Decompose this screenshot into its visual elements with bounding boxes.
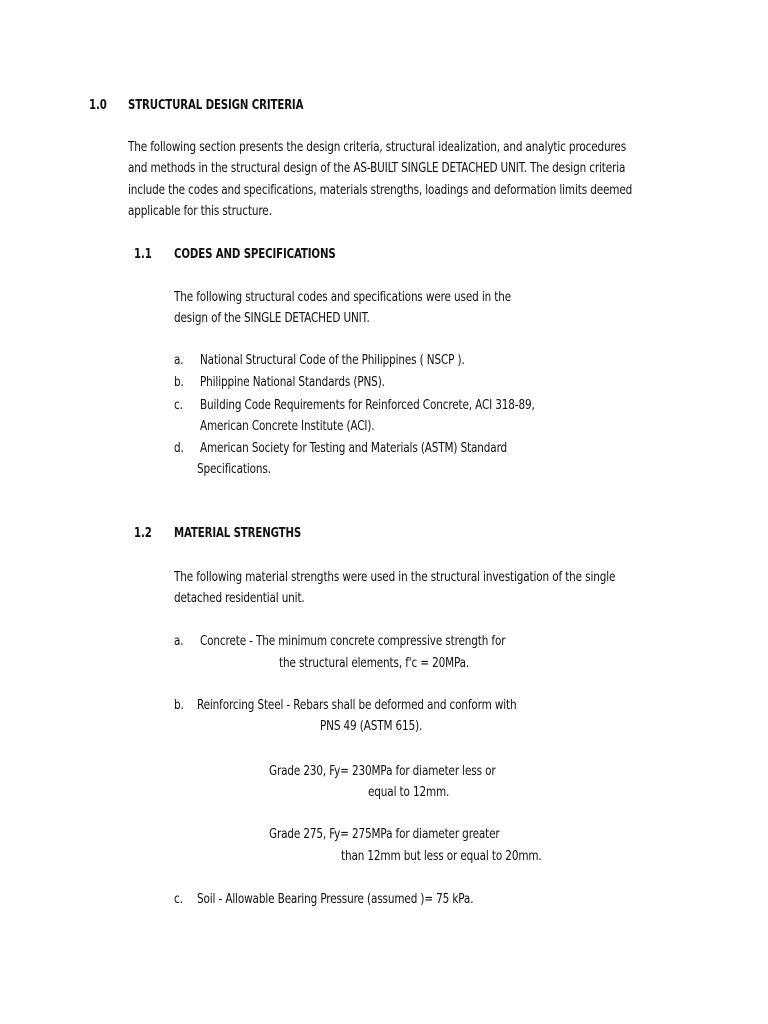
spec-label: Soil - Allowable Bearing Pressure (assumed )= 75 kPa. [197,891,474,907]
paragraph-line: detached residential unit. [174,590,305,606]
list-marker: c. [174,397,183,413]
grade-275-continuation: than 12mm but less or equal to 20mm. [341,848,542,864]
list-marker: b. [174,697,184,713]
subsection-number: 1.2 [134,525,152,541]
paragraph-line: The following section presents the design criteria, structural idealization, and analytic procedures [128,139,627,155]
paragraph-line: and methods in the structural design of the AS-BUILT SINGLE DETACHED UNIT. The design criteria [128,160,626,176]
list-marker: a. [174,633,184,649]
grade-275-line: Grade 275, Fy= 275MPa for diameter greater [269,826,500,842]
subsection-title: CODES AND SPECIFICATIONS [174,246,336,262]
paragraph-line: applicable for this structure. [128,203,272,219]
spec-label: Reinforcing Steel - Rebars shall be deformed and conform with [197,697,517,713]
list-marker: a. [174,352,184,368]
list-item: Building Code Requirements for Reinforced Concrete, ACI 318-89, [200,397,535,413]
subsection-title: MATERIAL STRENGTHS [174,525,302,541]
grade-230-continuation: equal to 12mm. [368,784,450,800]
spec-continuation: the structural elements, f'c = 20MPa. [279,655,470,671]
paragraph-line: include the codes and specifications, materials strengths, loadings and deformation limits deemed [128,182,633,198]
list-item-continuation: American Concrete Institute (ACI). [200,418,375,434]
paragraph-line: The following structural codes and specifications were used in the [174,289,512,305]
list-marker: b. [174,374,184,390]
spec-continuation: PNS 49 (ASTM 615). [320,718,423,734]
list-item-continuation: Specifications. [197,461,271,477]
list-item: American Society for Testing and Materials (ASTM) Standard [200,440,508,456]
list-item: Philippine National Standards (PNS). [200,374,385,390]
section-title: STRUCTURAL DESIGN CRITERIA [128,97,304,113]
subsection-number: 1.1 [134,246,152,262]
grade-230-line: Grade 230, Fy= 230MPa for diameter less or [269,763,496,779]
paragraph-line: design of the SINGLE DETACHED UNIT. [174,310,370,326]
list-marker: d. [174,440,184,456]
list-item: National Structural Code of the Philippines ( NSCP ). [200,352,465,368]
list-marker: c. [174,891,183,907]
spec-label: Concrete - The minimum concrete compressive strength for [200,633,506,649]
paragraph-line: The following material strengths were used in the structural investigation of the single [174,569,616,585]
section-number: 1.0 [89,97,107,113]
